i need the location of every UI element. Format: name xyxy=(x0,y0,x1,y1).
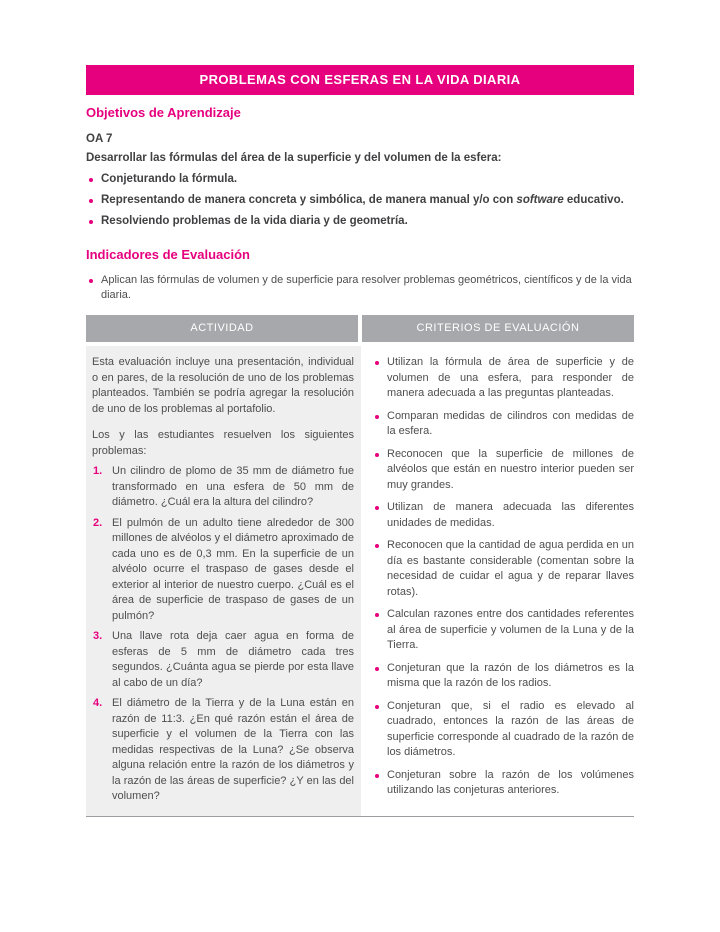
table-header-criterios: CRITERIOS DE EVALUACIÓN xyxy=(362,315,634,342)
problem-number: 3. xyxy=(93,630,103,642)
objetivos-bullet-text-post: educativo. xyxy=(563,194,624,206)
indicadores-bullet: Aplican las fórmulas de volumen y de superficie para resolver problemas geométricos, científicos y de la vida diaria. xyxy=(86,273,634,303)
objetivos-heading: Objetivos de Aprendizaje xyxy=(86,105,241,120)
problem-text: Una llave rota deja caer agua en forma de esferas de 5 mm de diámetro cada tres segundos. ¿Cuánta agua se pierde por esta llave al cabo de un día? xyxy=(112,630,354,689)
objetivos-bullet xyxy=(86,172,634,187)
actividad-lead-line: Los y las estudiantes resuelven los siguientes problemas: xyxy=(92,429,354,457)
criterios-cell xyxy=(365,346,634,816)
objetivos-bullet-list xyxy=(86,172,634,229)
criterio-item: Conjeturan sobre la razón de los volúmenes utilizando las conjeturas anteriores. xyxy=(372,768,634,799)
criterio-item: Conjeturan que la razón de los diámetros es la misma que la razón de los radios. xyxy=(372,661,634,692)
criterio-item: Conjeturan que, si el radio es elevado al cuadrado, entonces la razón de las áreas de superficie corresponde al cuadrado de la razón de los diámetros. xyxy=(372,699,634,761)
problem-number: 4. xyxy=(93,697,103,709)
problem-list xyxy=(92,464,354,805)
problem-item xyxy=(92,629,354,691)
problem-text: El diámetro de la Tierra y de la Luna están en razón de 11:3. ¿En qué razón están el área de superficie y el volumen de la Tierra con las medidas respectivas de la Luna? ¿Se observa alguna relación entre la razón de los diámetros y la razón de las áreas de superficie? ¿Y en las del volumen? xyxy=(112,697,354,802)
objetivos-bullet xyxy=(86,193,634,208)
objetivos-intro: Desarrollar las fórmulas del área de la superficie y del volumen de la esfera: xyxy=(86,152,502,164)
oa-code: OA 7 xyxy=(86,133,113,145)
evaluation-table xyxy=(86,315,634,817)
problem-text: Un cilindro de plomo de 35 mm de diámetro fue transformado en una esfera de 50 mm de diámetro. ¿Cuál era la altura del cilindro? xyxy=(112,465,354,508)
problem-number: 2. xyxy=(93,516,103,529)
objetivos-bullet-text: Conjeturando la fórmula. xyxy=(101,173,238,185)
problem-number: 1. xyxy=(93,465,103,477)
problem-item xyxy=(92,516,354,625)
objetivos-bullet-text: Resolviendo problemas de la vida diaria y de geometría. xyxy=(101,215,408,227)
criterios-bullet-list xyxy=(372,355,634,799)
actividad-intro-paragraph: Esta evaluación incluye una presentación, individual o en pares, de la resolución de uno de los problemas planteados. También se podría agregar la resolución de uno de los problemas al portafolio. xyxy=(92,356,354,415)
objetivos-bullet xyxy=(86,214,634,229)
problem-item xyxy=(92,696,354,805)
indicadores-heading: Indicadores de Evaluación xyxy=(86,247,250,262)
criterio-item: Calculan razones entre dos cantidades referentes al área de superficie y volumen de la Luna y de la Tierra. xyxy=(372,607,634,654)
page-content xyxy=(86,65,634,817)
criterio-item: Reconocen que la cantidad de agua perdida en un día es bastante considerable (comentan sobre la necesidad de cuidar el agua y de reparar llaves rotas). xyxy=(372,538,634,600)
criterio-item: Utilizan la fórmula de área de superficie y de volumen de una esfera, para responder de manera adecuada a las preguntas planteadas. xyxy=(372,355,634,402)
problem-text: El pulmón de un adulto tiene alrededor de 300 millones de alvéolos y el diámetro aproximado de cada uno es de 0,3 mm. En la superficie de un alvéolo ocurre el traspaso de gases desde el exterior al interior de nuestro cuerpo. ¿Cuál es el área de superficie de traspaso de gases de un pulmón? xyxy=(112,516,354,622)
criterio-item: Comparan medidas de cilindros con medidas de la esfera. xyxy=(372,409,634,440)
table-body-row xyxy=(86,346,634,817)
indicadores-bullet-list xyxy=(86,273,634,303)
criterio-item: Utilizan de manera adecuada las diferentes unidades de medidas. xyxy=(372,500,634,531)
actividad-cell xyxy=(86,346,361,816)
table-header-row xyxy=(86,315,634,342)
objetivos-bullet-italic-word: software xyxy=(516,194,564,206)
table-header-actividad: ACTIVIDAD xyxy=(86,315,358,342)
problem-item xyxy=(92,464,354,511)
document-title-bar: PROBLEMAS CON ESFERAS EN LA VIDA DIARIA xyxy=(86,65,634,95)
objetivos-bullet-text-pre: Representando de manera concreta y simbólica, de manera manual y/o con xyxy=(101,194,517,206)
criterio-item: Reconocen que la superficie de millones de alvéolos que están en nuestro interior pueden ser muy grandes. xyxy=(372,447,634,494)
